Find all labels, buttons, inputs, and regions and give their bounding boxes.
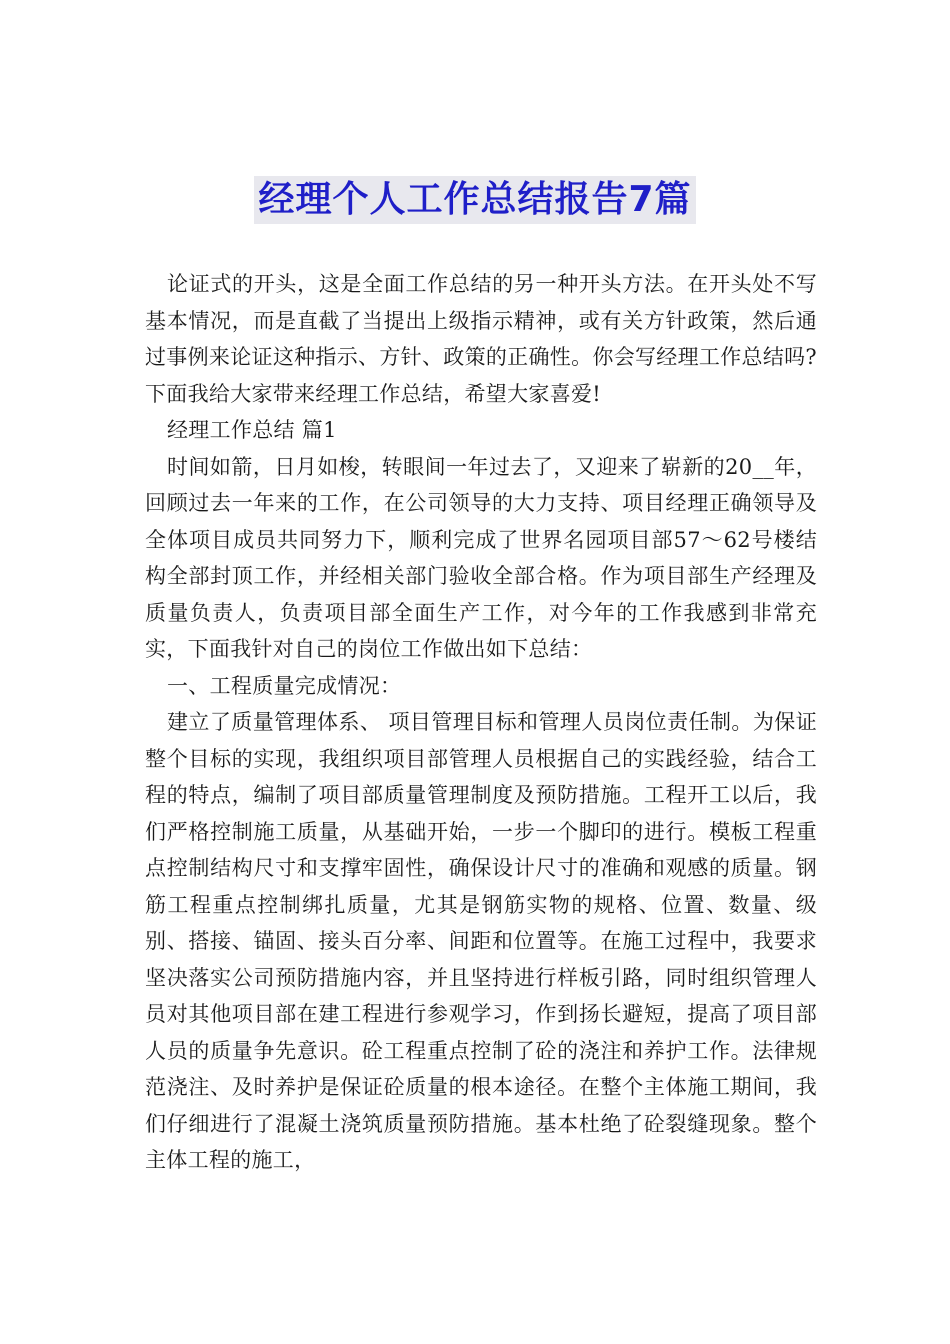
intro-paragraph: 论证式的开头，这是全面工作总结的另一种开头方法。在开头处不写基本情况，而是直截了当提出上级指示精神，或有关方针政策，然后通过事例来论证这种指示、方针、政策的正确性。你会写经理工作总结吗?下面我给大家带来经理工作总结，希望大家喜爱! [145,272,817,406]
title-container [0,176,950,224]
section-heading: 经理工作总结 篇1 [167,418,337,442]
document-title: 经理个人工作总结报告7篇 [254,176,695,224]
body-paragraph: 时间如箭，日月如梭，转眼间一年过去了，又迎来了崭新的20__年，回顾过去一年来的工作，在公司领导的大力支持、项目经理正确领导及全体项目成员共同努力下，顺利完成了世界名园项目部57～62号楼结构全部封顶工作，并经相关部门验收全部合格。作为项目部生产经理及质量负责人，负责项目部全面生产工作，对今年的工作我感到非常充实，下面我针对自己的岗位工作做出如下总结： [145,454,817,661]
subsection-heading: 一、工程质量完成情况： [167,673,402,698]
body-paragraph: 建立了质量管理体系、 项目管理目标和管理人员岗位责任制。为保证整个目标的实现，我组织项目部管理人员根据自己的实践经验，结合工程的特点，编制了项目部质量管理制度及预防措施。工程开工以后，我们严格控制施工质量，从基础开始，一步一个脚印的进行。模板工程重点控制结构尺寸和支撑牢固性，确保设计尺寸的准确和观感的质量。钢筋工程重点控制绑扎质量，尤其是钢筋实物的规格、位置、数量、级别、搭接、锚固、接头百分率、间距和位置等。在施工过程中，我要求坚决落实公司预防措施内容，并且坚持进行样板引路，同时组织管理人员对其他项目部在建工程进行参观学习，作到扬长避短，提高了项目部人员的质量争先意识。砼工程重点控制了砼的浇注和养护工作。法律规范浇注、及时养护是保证砼质量的根本途径。在整个主体施工期间，我们仔细进行了混凝土浇筑质量预防措施。基本杜绝了砼裂缝现象。整个主体工程的施工， [145,710,817,1172]
document-body [145,266,817,1179]
